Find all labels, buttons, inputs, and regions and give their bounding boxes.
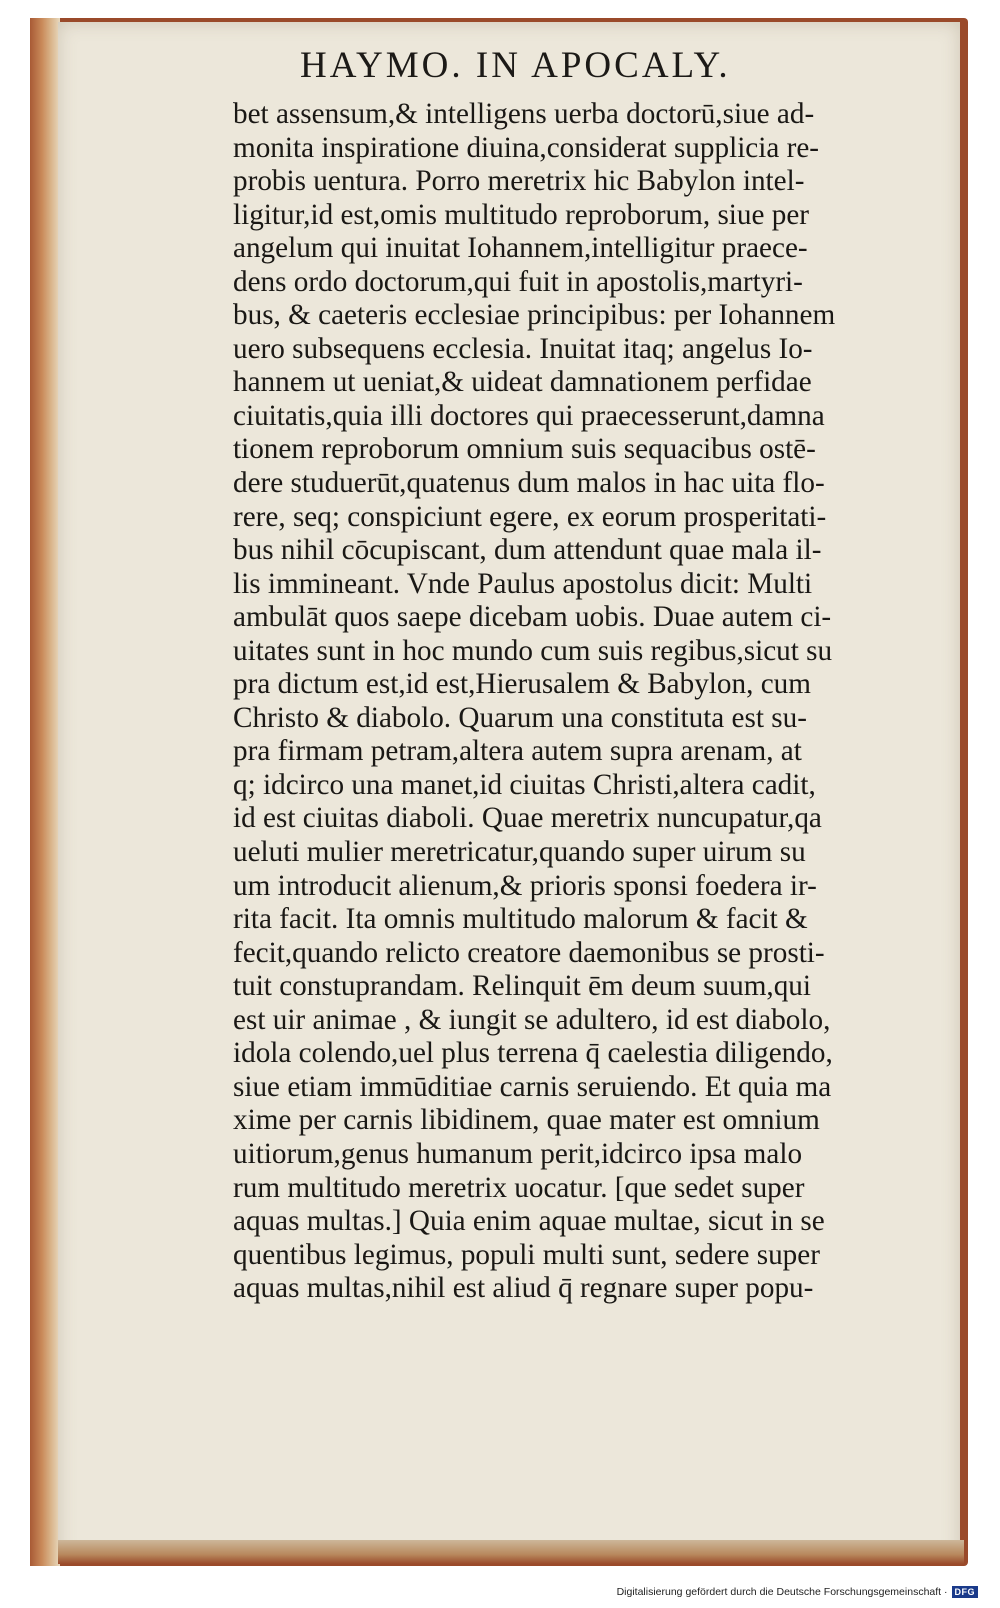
text-line: monita inspiratione diuina,considerat supplicia re- <box>233 131 820 164</box>
text-line: dens ordo doctorum,qui fuit in apostolis,martyri- <box>233 265 803 298</box>
text-line: bus nihil cōcupiscant, dum attendunt quae mala il- <box>233 534 822 567</box>
text-line: tuit constuprandam. Relinquit ēm deum suum,qui <box>233 970 812 1003</box>
text-line: rum multitudo meretrix uocatur. [que sedet super <box>233 1171 805 1204</box>
text-line: ambulāt quos saepe dicebam uobis. Duae autem ci- <box>233 601 832 634</box>
running-head: HAYMO. IN APOCALY. <box>300 45 731 86</box>
text-line: uitates sunt in hoc mundo cum suis regibus,sicut su <box>233 634 833 667</box>
text-line: idola colendo,uel plus terrena q̄ caelestia diligendo, <box>233 1037 833 1070</box>
text-line: tionem reproborum omnium suis sequacibus ostē- <box>233 433 816 466</box>
footer <box>617 1586 978 1598</box>
text-line: pra firmam petram,altera autem supra arenam, at <box>233 735 802 768</box>
text-line: rita facit. Ita omnis multitudo malorum & facit & <box>233 903 808 936</box>
dfg-logo: DFG <box>952 1586 979 1598</box>
text-line: um introducit alienum,& prioris sponsi foedera ir- <box>233 869 817 902</box>
text-line: quentibus legimus, populi multi sunt, sedere super <box>233 1238 820 1271</box>
text-line: rere, seq; conspiciunt egere, ex eorum prosperitati- <box>233 500 827 533</box>
text-line: uitiorum,genus humanum perit,idcirco ipsa malo <box>233 1137 803 1170</box>
book-spine <box>30 18 60 1566</box>
text-line: est uir animae , & iungit se adultero, id est diabolo, <box>233 1003 831 1036</box>
text-line: xime per carnis libidinem, quae mater est omnium <box>233 1104 820 1137</box>
text-line: fecit,quando relicto creatore daemonibus se prosti- <box>233 936 825 969</box>
text-line: q; idcirco una manet,id ciuitas Christi,altera cadit, <box>233 768 816 801</box>
text-line: siue etiam immūditiae carnis seruiendo. Et quia ma <box>233 1070 832 1103</box>
text-line: pra dictum est,id est,Hierusalem & Babylon, cum <box>233 668 811 701</box>
text-line: ligitur,id est,omis multitudo reproborum, siue per <box>233 198 810 231</box>
text-line: hannem ut ueniat,& uideat damnationem perfidae <box>233 366 812 399</box>
text-line: probis uentura. Porro meretrix hic Babylon intel- <box>233 165 805 198</box>
footer-credit: Digitalisierung gefördert durch die Deutsche Forschungsgemeinschaft · <box>616 1586 948 1598</box>
text-line: angelum qui inuitat Iohannem,intelligitur praece- <box>233 232 808 265</box>
text-line: dere studuerūt,quatenus dum malos in hac uita flo- <box>233 467 825 500</box>
text-line: id est ciuitas diaboli. Quae meretrix nuncupatur,qa <box>233 802 822 835</box>
text-line: ciuitatis,quia illi doctores qui praecesserunt,damna <box>233 399 825 432</box>
text-line: bus, & caeteris ecclesiae principibus: per Iohannem <box>233 299 836 332</box>
body-text <box>233 98 953 1306</box>
text-line: uero subsequens ecclesia. Inuitat itaq; angelus Io- <box>233 332 813 365</box>
text-line: bet assensum,& intelligens uerba doctorū,siue ad- <box>233 98 815 130</box>
text-line: aquas multas,nihil est aliud q̄ regnare super popu- <box>233 1272 814 1305</box>
text-line: lis immineant. Vnde Paulus apostolus dicit: Multi <box>233 567 813 600</box>
page-edge <box>58 1540 964 1564</box>
text-line: Christo & diabolo. Quarum una constituta est su- <box>233 701 807 734</box>
text-line: ueluti mulier meretricatur,quando super uirum su <box>233 836 806 869</box>
text-line: aquas multas.] Quia enim aquae multae, sicut in se <box>233 1205 825 1238</box>
